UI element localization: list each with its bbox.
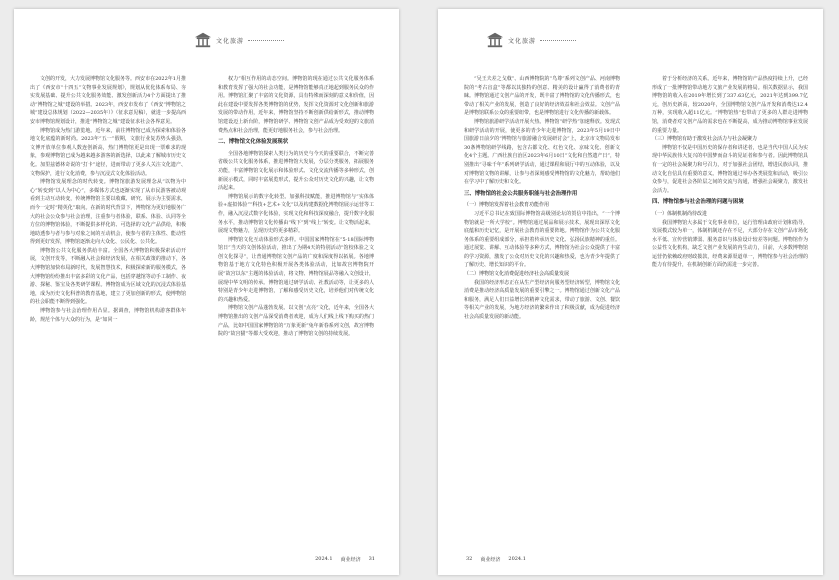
left-column-2: [218, 75, 374, 535]
left-page: [14, 9, 399, 575]
subsection-heading: （一）博物馆发挥着社会教育功能作用: [464, 202, 550, 209]
header-rule: [540, 40, 576, 41]
section-heading: 二、博物馆文化体验发展现状: [218, 139, 289, 146]
right-column-2: [652, 75, 808, 535]
body-paragraph: 博物馆文化互动体验形式多样。中国国家博物馆在“5·18国际博物馆日”当天的文创体验活动，推出了为期4天的特别活动“馆校体验之文创文化探寻”，让普通博物馆文创产品的广度和深度得以拓展。各地博物馆基于地方文化特色积极开展各类体验活动，比如故宫博物院开展“故宫以东”主题的体验活动，将文物、博物馆展品等融入文创设计，展现中华文明的传承。博物馆通过研学活动、社教活动等，让更多的人特别是青少年走进博物馆，了解和感受历史文化，培养他们对传统文化的兴趣和热爱。: [218, 236, 374, 303]
left-column-1: [30, 75, 186, 535]
section-title: 文化旅游: [508, 37, 537, 45]
body-paragraph: 文创的开发，大力发展博物馆文化服务等。西安市在2022年1月推出了《西安市“十四五”文物事业发展规划》，规划从优化体系布局、夯实发展基础、提升公共文化服务效能、激发创新活力4个方面提出了推动“博物馆之城”建设的举措。2023年，西安市发布了《西安“博物馆之城”建设总体规划（2022—2035年）》（征求意见稿），就进一步提高西安市博物馆规划设计，推进“博物馆之城”建设征求社会各界意见。: [30, 76, 186, 125]
page-number: 32: [466, 556, 473, 562]
pavilion-icon: [486, 31, 504, 49]
page-header: [486, 29, 576, 51]
body-paragraph: 我国博物馆大多属于文化事业单位，运行管理由政府计划和指导，发展模式较为单一，体制机制还存在不足，大部分存在文创产品市场化水平低、宣传营销薄弱、服务意识与体验设计较差等问题。博物馆作为公益性文化机构，缺乏文创产业发展的内生动力，目前，大多数博物馆运营仍依赖政府财政拨款，经费来源渠道单一，博物馆参与社会治理的能力有待提升，在机制创新方面仍需进一步完善。: [652, 219, 808, 269]
pavilion-icon: [194, 31, 212, 49]
right-column-1: [464, 75, 620, 535]
body-paragraph: 博物馆展示的数字化转型。加强科技赋能，推进博物馆与“实体体验+虚拟体验”“科技+艺术+文化”以及构建数据化博物馆展示运营等工作，融入沉浸式数字化体验，实现文化和科技深度融合，提升数字化服务水平，推动博物馆文化传播由“线下”到“线上”转变。让文物活起来，展现文物魅力，呈现历史的更多精彩。: [218, 193, 374, 235]
subsection-heading: （二）博物馆文化消费促进经济社会高质量发展: [464, 271, 570, 278]
body-paragraph: 博物馆成为热门游览地。近年来，前往博物馆已成为探索和体验各地文化底蕴的新时尚。2023年“五一”假期，文旅行业复苏势头强劲，文博开放单位参观人数连创新高，热门博物馆更是出现一票难求的现象，参观博物馆已成为越来越多游客的新选择，以此来了解城市历史文化。加里兹德林奇说的“打卡”途径，进而带动了更多人关注文化遗产、文物保护，进行文化消费，参与沉浸式文化体验活动。: [30, 127, 186, 177]
magazine-name: 商业经济: [340, 557, 361, 563]
body-paragraph: 博物馆参与社会治理作用凸显。据调查，博物馆机构游客群体年龄，规范个体与大众的行为，是“如同一: [30, 308, 186, 323]
body-paragraph: “吴王夫差之戈戟”、山西博物院的“鸟尊”系列文创产品、河南博物院的“考古盲盒”等都以其独特的创意、精美的设计赢得了消费者的青睐。博物馆通过文创产品的开发，既丰富了博物馆的文化传播形式，也带动了相关产业的发展，创造了良好的经济效益和社会效益。文创产品是博物馆联系公众的重要纽带，也是博物馆进行文化传播的新载体。: [464, 76, 620, 117]
section-heading: 三、博物馆的社会公共服务职能与社会治理作用: [464, 190, 578, 197]
subsection-heading: （一）体制机制尚待改进: [652, 210, 708, 217]
page-footer: [466, 556, 526, 563]
right-page: [438, 9, 823, 575]
header-rule: [248, 40, 284, 41]
magazine-name: 商业经济: [480, 557, 501, 563]
body-paragraph: 博物馆公共文化服务供给丰富。全国各大博物馆积极探索活动开展，文创开发等，不断融入社会和经济发展，在相关政策的推动下，各大博物馆加快布局新时代，发展智慧技术，积极探索新的服务模式，各大博物馆纷纷推出丰富多彩的文化产品，包括穿越馆等动手工制作、夜游、探秘、鉴宝及各类研学课程。博物馆成为区域文化的沉浸式体验基地，成为历史文化科普的教育基地，建立了更加创新的形式，使博物馆的社会职能不断得到强化。: [30, 247, 186, 306]
body-paragraph: 权力”相互作用的动态空间。博物馆的现在通过公共文化服务体系和教育发挥了强大的社会功能，是博物馆能够真正地起到服务民众的作用。博物馆汇聚了丰富的文化资源，具有特殊而深刻的意义和价值，因此在建设中要发挥各类博物馆的优势，发挥文化资源对文化创新和旅游发展的带动作用，近年来，博物馆坚持不断创新供给新形式，推动博物馆建设迈上新台阶，博物馆研学、博物馆文创产品成为受欢迎的文旅消费热点和社会治理，能更好地服务社会，参与社会治理。: [218, 76, 374, 134]
issue-number: 2024.1: [508, 556, 526, 562]
body-paragraph: 我国的经济形态正在从生产型经济向服务型经济转型，博物馆文化消费是推动经济高质量发展的重要引擎之一。博物馆通过创新文化产品和服务，满足人们日益增长的精神文化需求，带动了旅游、文创、餐饮等相关产业的发展，为地方经济的繁荣作出了积极贡献，成为促进经济社会高质量发展的新动能。: [464, 279, 620, 321]
section-title: 文化旅游: [216, 37, 245, 45]
page-number: 31: [368, 556, 375, 562]
page-footer: [315, 556, 375, 563]
body-paragraph: 博物馆发展理念的时代转变。博物馆旅游发展理念从“以物为中心”转变到“以人为中心”，多媒体方式也逐渐实现了从市民游客被动观看到主动互动转变，传统博物馆主要以收藏、研究、展示为主要需求，而今一定时“精英化”取向。在新的时代背景下，博物馆为更好地服务广大的社会公众参与社会治理，注重参与者体验，联系、体验、认同等全方位的博物馆体验，不断提供多样化的、可选择的文化产品供给，积极地助透参与者与参与对象之间的互动机会，使参与者的主体性、能动性得到更好发挥，博物馆逐渐走向大众化、公民化、公共化。: [30, 179, 186, 246]
section-heading: 四、博物馆参与社会治理的问题与困境: [652, 199, 744, 206]
body-paragraph: 全国各地博物馆探索人类行为的历史与今天的重要联合，不断完善省级公共文化服务体系，推进博物馆大发展，分层分类服务，拓展服务功能，丰富博物馆文化展示和体验形式、文化交流传播等多种形式，创新展示模式，同时丰富展览形式，提升公众对历史文化的兴趣，让文物活起来。: [218, 150, 374, 192]
page-header: [194, 29, 284, 51]
body-paragraph: 博物馆文创产品蓬勃发展。以文创“点亮”文化，近年来，全国各大博物馆推出的文创产品深受消费者欢迎，成为人们线上线下购买的热门产品，比如中国国家博物馆的“万象更新”兔年新春系列文创，故宫博物院的“故宫猫”等都大受欢迎，推动了博物馆文创的持续发展。: [218, 305, 374, 338]
body-paragraph: 习近平总书记在致国际博物馆高级别论坛的贺信中指出，“一个博物馆就是一所大学校”。博物馆通过展品和展示技术，展现出深厚文化底蕴和历史记忆，是开展社会教育的重要阵地。博物馆作为公共文化服务体系的重要组成部分，承担着传承历史文化、弘扬民族精神的重任。通过展览、讲解、互动体验等多种方式，博物馆为社会公众提供了丰富的学习资源，激发了公众对历史文化的兴趣和热爱，也为青少年提供了了解历史、增长知识的平台。: [464, 210, 620, 269]
subsection-heading: （三）博物馆有助于激发社会活力与社会凝聚力: [652, 136, 758, 143]
body-paragraph: 博物馆不仅是中国历史的保存者和讲述者，也是当代中国人民为实现中华民族伟大复兴的中国梦而奋斗的见证者和参与者。因此博物馆具有一定的社会凝聚力和号召力，对于加强社会团结，增进民族认同，推动文化自信具有重要的意义。博物馆通过举办各类展览和活动，吸引公众参与，促进社会各阶层之间的交流与沟通，增强社会凝聚力，激发社会活力。: [652, 144, 808, 194]
body-paragraph: 博物馆旅游研学活动开展火热。博物馆“研学热”加速释放。发现式和研学活动的开展，使更多的青少年走进博物馆，2023年5月19日中国旅游日前夕的“博物馆与旅游融合发展研讨会”上，北京市文物局发布30条博物馆研学线路，包含古都文化、红色文化、京味文化、创新文化4个主题。广西壮族自治区2023年6月10日“文化和自然遗产日”，特别推出“寻味千年”系列研学活动，通过课程和展厅中的互动体验，以及对博物馆文物的讲解，让参与者深刻感受博物馆的文化魅力，帮助他们在学习中了解历史和文化。: [464, 118, 620, 186]
issue-number: 2024.1: [315, 556, 333, 562]
body-paragraph: 着于分析经济的关系。近年来，博物馆的产品热度持续上升，已经形成了一批博物馆带动地方文旅产业发展的格局。相关数据显示，我国博物馆的收入在2019年增长到了337.63亿元，2021年达到399.7亿元，创历史新高，较2020年，全国博物馆文创产品开发和消费达12.4万种，实现收入超11亿元。“博物馆热”也带动了更多的人群走进博物馆，消费者对文创产品的需求也在不断提高，成为推动博物馆事业发展的重要力量。: [652, 76, 808, 134]
